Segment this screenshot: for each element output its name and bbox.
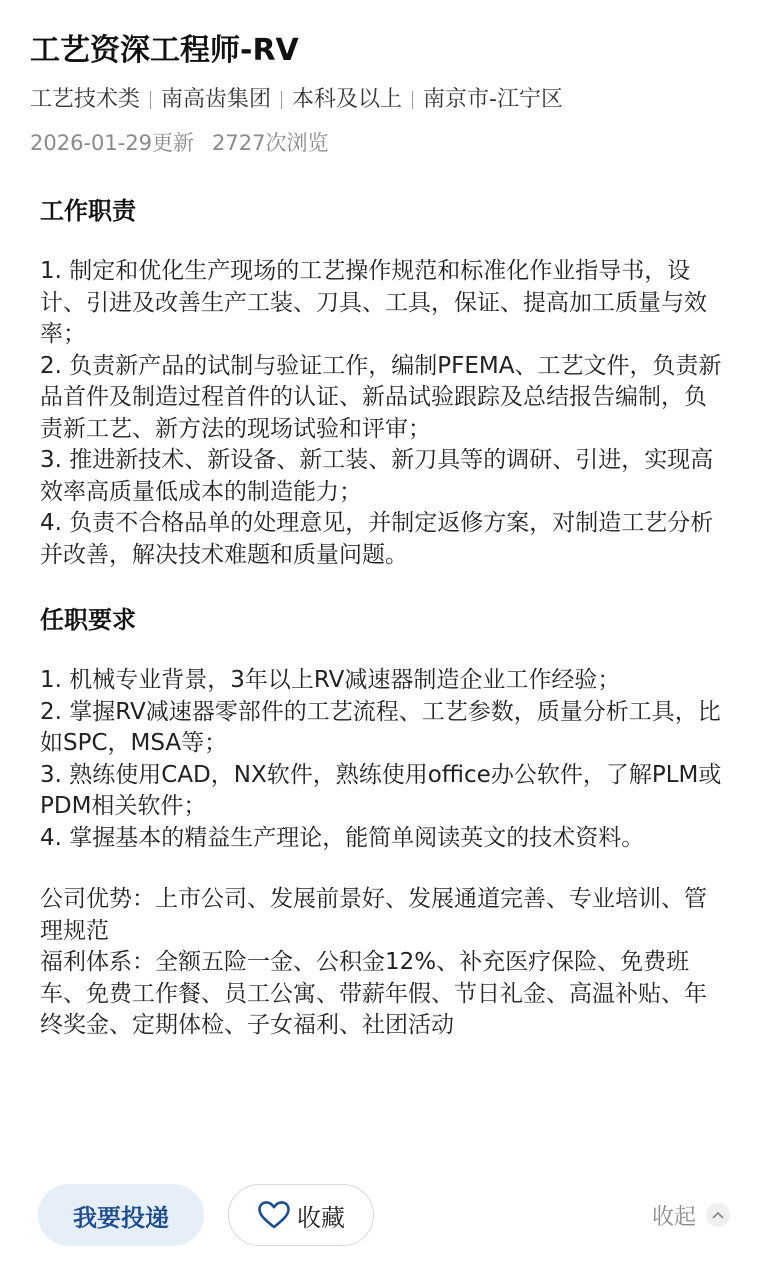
requirements-heading: 任职要求	[40, 606, 136, 634]
favorite-label: 收藏	[297, 1203, 345, 1232]
requirement-item: 3. 熟练使用CAD，NX软件，熟练使用office办公软件，了解PLM或PDM相关软件；	[40, 761, 722, 819]
chevron-up-icon	[706, 1203, 730, 1227]
heart-outline-icon	[257, 1200, 291, 1230]
job-location: 南京市-江宁区	[423, 87, 563, 112]
job-category: 工艺技术类	[30, 87, 141, 112]
duty-item: 2. 负责新产品的试制与验证工作，编制PFEMA、工艺文件，负责新品首件及制造过程首件的认证、新品试验跟踪及总结报告编制，负责新工艺、新方法的现场试验和评审；	[40, 352, 722, 442]
duties-list	[40, 256, 728, 571]
job-education: 本科及以上	[292, 87, 403, 112]
duty-item: 1. 制定和优化生产现场的工艺操作规范和标准化作业指导书，设计、引进及改善生产工装、刀具、工具，保证、提高加工质量与效率；	[40, 258, 707, 347]
view-count: 2727次浏览	[212, 131, 329, 155]
job-title: 工艺资深工程师-RV	[30, 33, 299, 68]
company-advantages: 公司优势：上市公司、发展前景好、发展通道完善、专业培训、管理规范	[40, 886, 707, 944]
company-info	[40, 884, 728, 1042]
action-bar	[38, 1184, 730, 1246]
duty-item: 4. 负责不合格品单的处理意见，并制定返修方案，对制造工艺分析并改善，解决技术难题和质量问题。	[40, 510, 714, 568]
favorite-button[interactable]	[228, 1184, 374, 1246]
job-description	[40, 194, 728, 1042]
meta-divider	[150, 91, 151, 109]
duty-item: 3. 推进新技术、新设备、新工装、新刀具等的调研、引进，实现高效率高质量低成本的制造能力；	[40, 447, 714, 505]
job-stats	[30, 128, 748, 158]
collapse-button[interactable]	[652, 1200, 730, 1231]
requirement-item: 1. 机械专业背景，3年以上RV减速器制造企业工作经验；	[40, 667, 621, 693]
company-benefits: 福利体系：全额五险一金、公积金12%、补充医疗保险、免费班车、免费工作餐、员工公寓、带薪年假、节日礼金、高温补贴、年终奖金、定期体检、子女福利、社团活动	[40, 949, 707, 1038]
updated-date: 2026-01-29更新	[30, 131, 195, 155]
requirement-item: 2. 掌握RV减速器零部件的工艺流程、工艺参数，质量分析工具，比如SPC，MSA等；	[40, 698, 721, 756]
collapse-label: 收起	[651, 1204, 696, 1230]
meta-divider	[281, 91, 282, 109]
apply-button[interactable]: 我要投递	[38, 1184, 204, 1246]
duties-heading: 工作职责	[40, 197, 136, 225]
requirement-item: 4. 掌握基本的精益生产理论，能简单阅读英文的技术资料。	[40, 824, 645, 851]
job-company: 南高齿集团	[161, 87, 272, 112]
requirements-list	[40, 665, 728, 854]
job-meta	[30, 84, 748, 116]
meta-divider	[412, 91, 413, 109]
job-header	[30, 28, 748, 158]
